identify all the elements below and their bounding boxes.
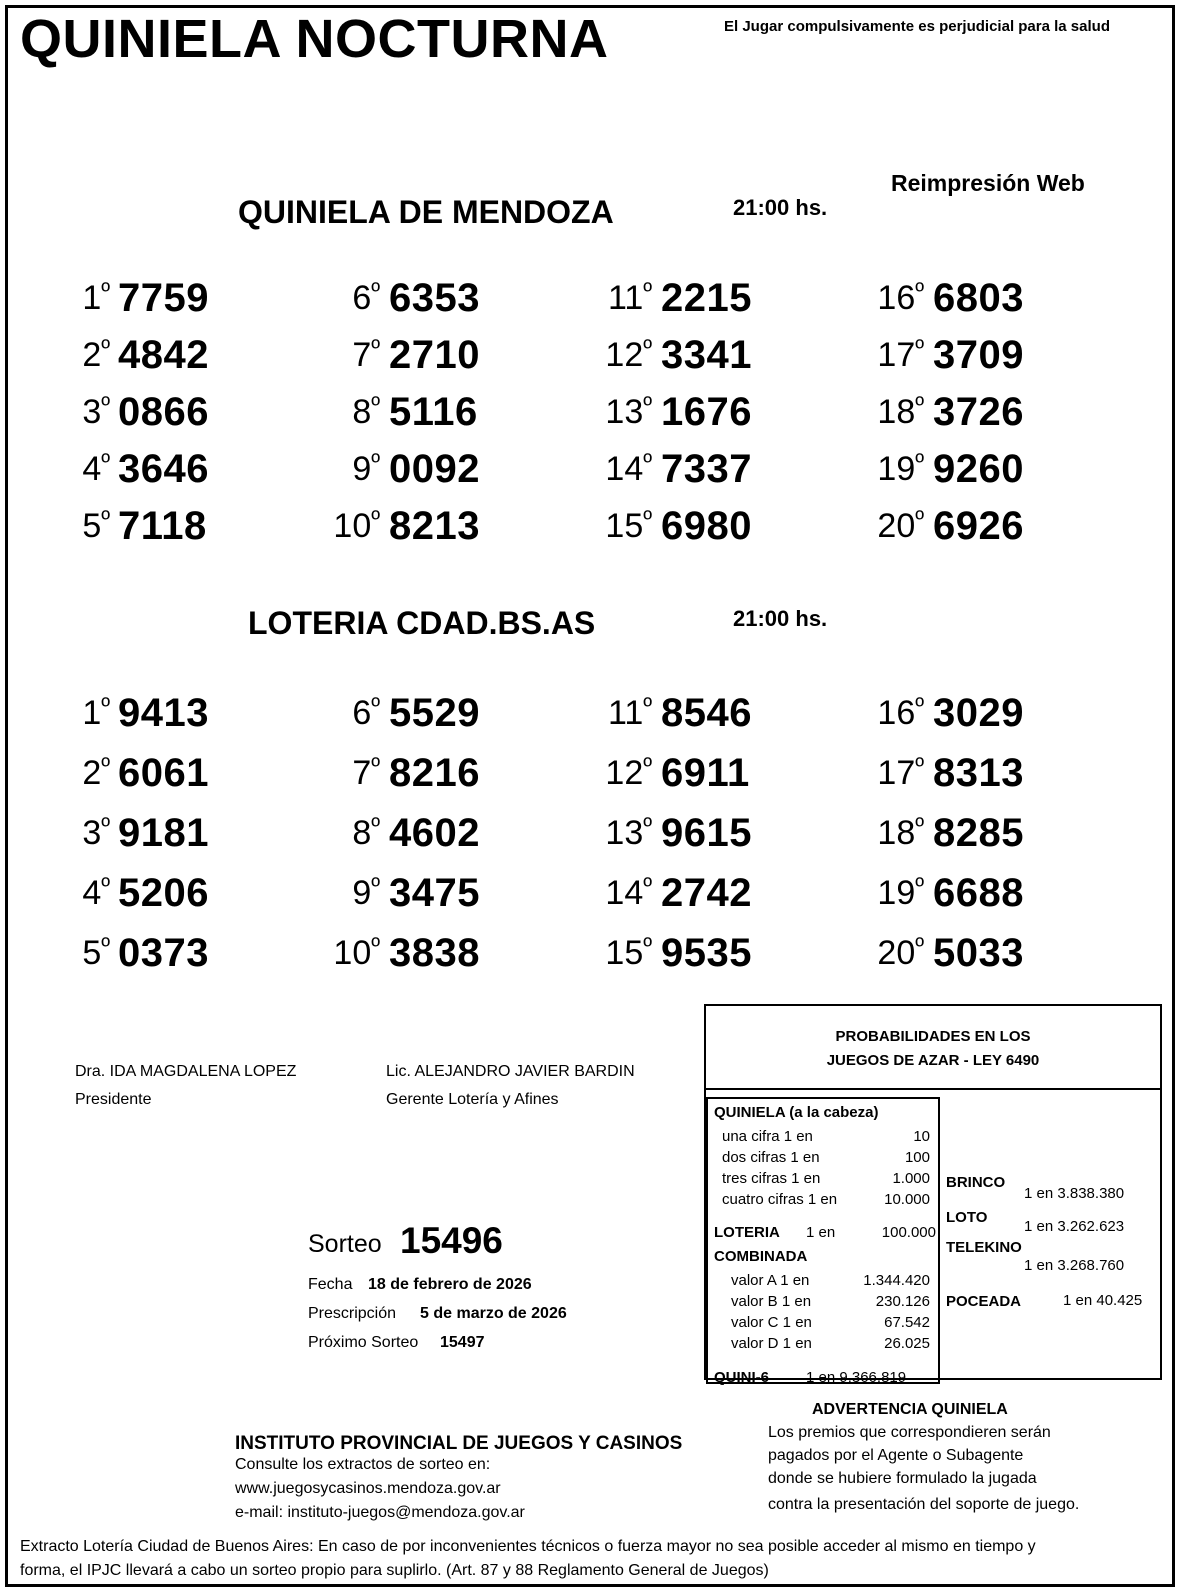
result-position: $5^º$ <box>82 933 110 972</box>
ordinal-mark: º <box>643 693 652 720</box>
ordinal-mark: º <box>371 392 380 419</box>
result-number: 2215 <box>661 276 752 320</box>
prob-row-value: 1.000 <box>892 1170 930 1187</box>
result-number: 6980 <box>661 504 752 548</box>
prob-loteria-label: LOTERIA <box>714 1224 780 1241</box>
prob-loteria-mid: 1 en <box>806 1224 836 1241</box>
result-number: 7337 <box>661 447 752 491</box>
result-position: $12^º$ <box>605 753 652 792</box>
result-position: $8^º$ <box>352 813 380 852</box>
ordinal-mark: º <box>915 873 924 900</box>
result-position: $1^º$ <box>82 278 110 317</box>
result-number: 6353 <box>389 276 480 320</box>
mendoza-time: 21:00 hs. <box>733 195 828 220</box>
institute-line1: Consulte los extractos de sorteo en: <box>235 1456 491 1473</box>
result-position: $14^º$ <box>605 449 652 488</box>
reprint-label: Reimpresión Web <box>891 170 1085 196</box>
next-draw-number: 15497 <box>440 1334 485 1351</box>
result-number: 4842 <box>118 333 209 377</box>
prob-brinco-value: 1 en 3.838.380 <box>1024 1185 1125 1202</box>
advertencia-line: donde se hubiere formulado la jugada <box>768 1470 1037 1487</box>
ordinal-mark: º <box>915 753 924 780</box>
prob-row-value: 100 <box>904 1149 930 1166</box>
signature-right-role: Gerente Lotería y Afines <box>386 1091 559 1108</box>
ordinal-mark: º <box>371 278 380 305</box>
prob-row-label: valor D 1 en <box>731 1335 812 1352</box>
ordinal-mark: º <box>915 449 924 476</box>
ordinal-mark: º <box>643 449 652 476</box>
result-number: 9615 <box>661 811 752 855</box>
prob-row-value: 1.344.420 <box>863 1272 930 1289</box>
ordinal-mark: º <box>371 813 380 840</box>
ordinal-mark: º <box>915 693 924 720</box>
prob-row-label: valor A 1 en <box>731 1272 810 1289</box>
ordinal-mark: º <box>101 933 110 960</box>
result-number: 3709 <box>933 333 1024 377</box>
result-number: 3341 <box>661 333 752 377</box>
result-number: 3726 <box>933 390 1024 434</box>
ordinal-mark: º <box>371 693 380 720</box>
result-position: $10^º$ <box>333 506 380 545</box>
result-number: 5206 <box>118 871 209 915</box>
result-position: $19^º$ <box>877 449 924 488</box>
result-number: 9260 <box>933 447 1024 491</box>
ordinal-mark: º <box>915 335 924 362</box>
advertencia-line: contra la presentación del soporte de juego. <box>768 1496 1080 1513</box>
result-number: 6911 <box>661 751 750 795</box>
result-position: $10^º$ <box>333 933 380 972</box>
institute-email[interactable]: e-mail: instituto-juegos@mendoza.gov.ar <box>235 1504 525 1521</box>
result-number: 6803 <box>933 276 1024 320</box>
result-number: 0866 <box>118 390 209 434</box>
result-position: $19^º$ <box>877 873 924 912</box>
result-number: 0373 <box>118 931 209 975</box>
result-number: 8313 <box>933 751 1024 795</box>
result-position: $6^º$ <box>352 693 380 732</box>
result-position: $4^º$ <box>82 449 110 488</box>
result-position: $16^º$ <box>877 278 924 317</box>
page-title: QUINIELA NOCTURNA <box>20 9 609 69</box>
result-number: 2742 <box>661 871 752 915</box>
result-position: $3^º$ <box>82 392 110 431</box>
signature-left-role: Presidente <box>75 1091 152 1108</box>
ordinal-mark: º <box>371 753 380 780</box>
result-number: 8546 <box>661 691 752 735</box>
ordinal-mark: º <box>101 278 110 305</box>
result-position: $9^º$ <box>352 873 380 912</box>
result-number: 1676 <box>661 390 752 434</box>
mendoza-title: QUINIELA DE MENDOZA <box>238 194 614 230</box>
result-number: 6061 <box>118 751 209 795</box>
signature-left-name: Dra. IDA MAGDALENA LOPEZ <box>75 1063 297 1080</box>
result-number: 7759 <box>118 276 209 320</box>
prob-loteria-value: 100.000 <box>881 1224 936 1241</box>
result-position: $8^º$ <box>352 392 380 431</box>
result-number: 0092 <box>389 447 480 491</box>
draw-label: Sorteo <box>308 1230 382 1258</box>
prob-poceada-label: POCEADA <box>946 1293 1022 1310</box>
result-number: 7118 <box>118 504 207 548</box>
result-number: 4602 <box>389 811 480 855</box>
result-number: 9181 <box>118 811 209 855</box>
ordinal-mark: º <box>101 693 110 720</box>
result-number: 6688 <box>933 871 1024 915</box>
footer-line2: forma, el IPJC llevará a cabo un sorteo propio para suplirlo. (Art. 87 y 88 Reglamento General de Juegos) <box>20 1562 769 1579</box>
prob-row-label: tres cifras 1 en <box>722 1170 821 1187</box>
draw-expiry: 5 de marzo de 2026 <box>420 1305 567 1322</box>
result-position: $20^º$ <box>877 506 924 545</box>
result-position: $15^º$ <box>605 933 652 972</box>
prob-row-value: 67.542 <box>884 1314 930 1331</box>
prob-quini6-value: 1 en 9.366.819 <box>806 1369 907 1386</box>
result-position: $5^º$ <box>82 506 110 545</box>
ordinal-mark: º <box>643 933 652 960</box>
prob-telekino-value: 1 en 3.268.760 <box>1024 1257 1125 1274</box>
advertencia-line: Los premios que correspondieren serán <box>768 1424 1051 1441</box>
result-number: 8213 <box>389 504 480 548</box>
advertencia-line: pagados por el Agente o Subagente <box>768 1447 1024 1464</box>
institute-name: INSTITUTO PROVINCIAL DE JUEGOS Y CASINOS <box>235 1433 683 1454</box>
result-position: $1^º$ <box>82 693 110 732</box>
ordinal-mark: º <box>371 449 380 476</box>
ordinal-mark: º <box>915 392 924 419</box>
ordinal-mark: º <box>101 813 110 840</box>
result-number: 3029 <box>933 691 1024 735</box>
ordinal-mark: º <box>101 873 110 900</box>
result-position: $15^º$ <box>605 506 652 545</box>
ordinal-mark: º <box>643 753 652 780</box>
result-position: $9^º$ <box>352 449 380 488</box>
prob-brinco-label: BRINCO <box>946 1174 1006 1191</box>
buenos-aires-results-grid <box>0 691 1180 991</box>
advertencia-title: ADVERTENCIA QUINIELA <box>812 1401 1008 1418</box>
result-position: $3^º$ <box>82 813 110 852</box>
ordinal-mark: º <box>101 506 110 533</box>
prob-row-value: 230.126 <box>875 1293 930 1310</box>
probabilities-title-line1: PROBABILIDADES EN LOS <box>835 1028 1031 1045</box>
footer-line1: Extracto Lotería Ciudad de Buenos Aires: En caso de por inconvenientes técnicos o fuerza mayor no sea posible acceder al mismo en tiempo y <box>20 1538 1036 1555</box>
draw-date-label: Fecha <box>308 1276 353 1293</box>
result-position: $12^º$ <box>605 335 652 374</box>
ordinal-mark: º <box>915 933 924 960</box>
ordinal-mark: º <box>101 392 110 419</box>
result-number: 2710 <box>389 333 480 377</box>
institute-website[interactable]: www.juegosycasinos.mendoza.gov.ar <box>235 1480 501 1497</box>
ordinal-mark: º <box>101 335 110 362</box>
prob-row-label: cuatro cifras 1 en <box>722 1191 838 1208</box>
prob-row-value: 10 <box>913 1128 930 1145</box>
ordinal-mark: º <box>643 873 652 900</box>
result-position: $4^º$ <box>82 873 110 912</box>
prob-quiniela-title: QUINIELA (a la cabeza) <box>714 1104 879 1121</box>
result-position: $14^º$ <box>605 873 652 912</box>
result-position: $17^º$ <box>877 335 924 374</box>
result-position: $2^º$ <box>82 335 110 374</box>
buenos-aires-title: LOTERIA CDAD.BS.AS <box>248 605 596 641</box>
result-number: 9413 <box>118 691 209 735</box>
ordinal-mark: º <box>371 335 380 362</box>
probabilities-title-line2: JUEGOS DE AZAR - LEY 6490 <box>826 1052 1040 1069</box>
result-number: 5033 <box>933 931 1024 975</box>
result-position: $18^º$ <box>877 813 924 852</box>
ordinal-mark: º <box>371 873 380 900</box>
ordinal-mark: º <box>643 506 652 533</box>
draw-number: 15496 <box>400 1220 503 1261</box>
prob-row-label: valor B 1 en <box>731 1293 812 1310</box>
prob-row-value: 26.025 <box>884 1335 930 1352</box>
prob-quini6-label: QUINI-6 <box>714 1369 770 1386</box>
ordinal-mark: º <box>371 933 380 960</box>
prob-row-label: una cifra 1 en <box>722 1128 813 1145</box>
ordinal-mark: º <box>643 813 652 840</box>
prob-combinada-title: COMBINADA <box>714 1248 808 1265</box>
draw-expiry-label: Prescripción <box>308 1305 397 1322</box>
result-number: 5116 <box>389 390 478 434</box>
result-position: $13^º$ <box>605 813 652 852</box>
result-position: $20^º$ <box>877 933 924 972</box>
ordinal-mark: º <box>915 813 924 840</box>
prob-poceada-value: 1 en 40.425 <box>1063 1292 1143 1309</box>
result-position: $13^º$ <box>605 392 652 431</box>
probabilities-header <box>706 1006 1160 1090</box>
result-number: 8216 <box>389 751 480 795</box>
prob-telekino-label: TELEKINO <box>946 1239 1022 1256</box>
prob-loto-value: 1 en 3.262.623 <box>1024 1218 1125 1235</box>
health-warning: El Jugar compulsivamente es perjudicial para la salud <box>724 18 1110 35</box>
ordinal-mark: º <box>101 753 110 780</box>
result-position: $17^º$ <box>877 753 924 792</box>
result-number: 5529 <box>389 691 480 735</box>
result-position: $2^º$ <box>82 753 110 792</box>
ordinal-mark: º <box>371 506 380 533</box>
result-position: $11^º$ <box>607 693 652 732</box>
result-number: 3838 <box>389 931 480 975</box>
result-position: $6^º$ <box>352 278 380 317</box>
buenos-aires-time: 21:00 hs. <box>733 606 828 631</box>
ordinal-mark: º <box>915 506 924 533</box>
result-position: $7^º$ <box>352 335 380 374</box>
ordinal-mark: º <box>643 335 652 362</box>
mendoza-results-grid <box>0 276 1180 546</box>
next-draw-label: Próximo Sorteo <box>308 1334 419 1351</box>
result-number: 9535 <box>661 931 752 975</box>
result-position: $18^º$ <box>877 392 924 431</box>
prob-row-label: valor C 1 en <box>731 1314 812 1331</box>
signature-right-name: Lic. ALEJANDRO JAVIER BARDIN <box>386 1063 635 1080</box>
ordinal-mark: º <box>101 449 110 476</box>
ordinal-mark: º <box>915 278 924 305</box>
result-position: $11^º$ <box>607 278 652 317</box>
result-number: 8285 <box>933 811 1024 855</box>
draw-date: 18 de febrero de 2026 <box>368 1276 532 1293</box>
result-position: $16^º$ <box>877 693 924 732</box>
result-number: 3646 <box>118 447 209 491</box>
ordinal-mark: º <box>643 278 652 305</box>
result-number: 6926 <box>933 504 1024 548</box>
prob-row-value: 10.000 <box>884 1191 930 1208</box>
result-number: 3475 <box>389 871 480 915</box>
prob-row-label: dos cifras 1 en <box>722 1149 820 1166</box>
ordinal-mark: º <box>643 392 652 419</box>
result-position: $7^º$ <box>352 753 380 792</box>
prob-loto-label: LOTO <box>946 1209 988 1226</box>
